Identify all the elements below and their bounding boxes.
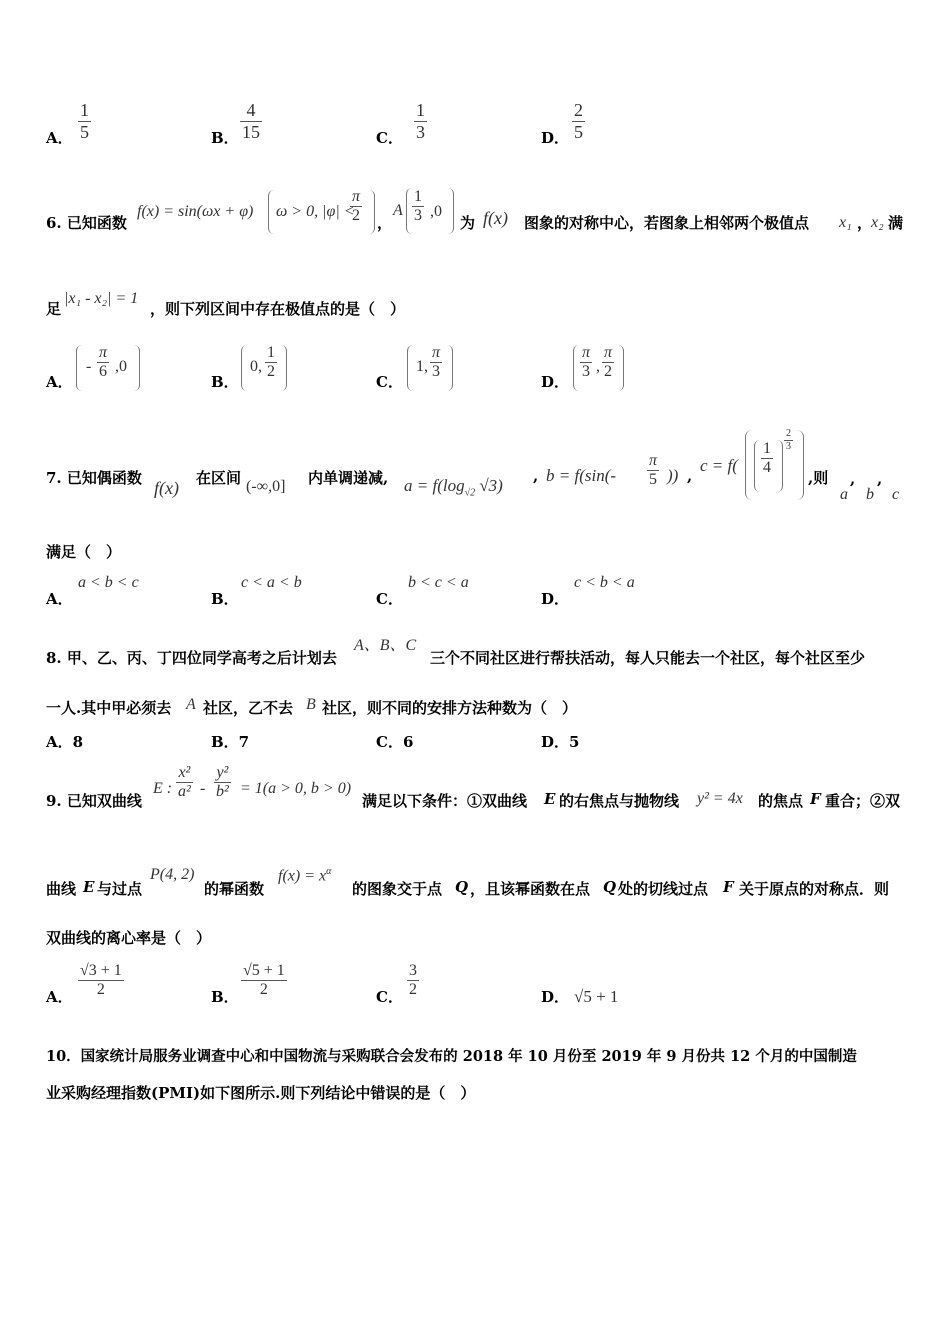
q6-comma2: ， [857,214,873,232]
q6-line2-start: 足 [46,300,62,318]
q9-option-b-frac: √5 + 1 2 [243,962,285,999]
q7-quarter: 1 4 [763,440,771,477]
q9-x2-over-a2: x² a² [178,764,191,801]
q9-l2f: 处的切线过点 [618,880,709,898]
q10-line2: 业采购经理指数(PMI)如下图所示.则下列结论中错误的是（ ） [46,1084,476,1102]
q7-var-b: b [866,486,874,503]
q9-parabola: y² = 4x [697,790,743,807]
q7-comma1: , [533,467,539,485]
q7-option-a: a < b < c [78,574,139,591]
q8-prefix: 8. 甲、乙、丙、丁四位同学高考之后计划去 [46,649,337,667]
q7-option-d-label: D． [541,590,570,608]
q7-c-rparen [797,430,804,500]
q7-option-a-label: A． [46,590,73,608]
q8-line2c: 社区，则不同的安排方法种数为（ ） [322,699,578,717]
q6-opt-a-rparen [134,345,140,391]
q6-option-a-minus: - [86,358,92,375]
q6-option-b-left: 0, [250,358,262,375]
q9-l2g: 关于原点的对称点．则 [739,880,890,898]
q9-f2: F [723,878,734,896]
q6-condition: ω > 0, |φ| < [276,203,355,220]
q9-option-c-label: C． [376,988,403,1006]
q9-eq: = 1(a > 0, b > 0) [240,780,352,797]
q9-l2-e: E [83,878,95,896]
q9-option-d: √5 + 1 [574,987,619,1006]
q7-a-expr: $a = f(\log_{√2}$ √3) [404,476,503,499]
q6-prefix: 6. 已知函数 [46,214,127,232]
q9-l2a: 曲线 [46,880,77,898]
q8-t1: 三个不同社区进行帮扶活动，每人只能去一个社区，每个社区至少 [430,649,866,667]
q5-option-a-fraction: 1 5 [80,100,89,142]
q7-comma2: , [687,467,693,485]
q8-abc: A、B、C [354,637,417,654]
q7-c-expr: c = f( [700,456,738,475]
q6-opt-c-rparen [447,345,453,391]
q6-one-third: 1 3 [414,188,422,225]
q9-q: Q [455,878,469,896]
q8-option-d: D．5 [541,733,580,751]
q10-line1: 10．国家统计局服务业调查中心和中国物流与采购联合会发布的 2018 年 10 月份至 2019 年 9 月份共 12 个月的中国制造 [46,1048,857,1065]
q8-community-a: A [186,696,196,713]
q9-t2: 的右焦点与抛物线 [559,792,680,810]
q9-minus: - [200,780,206,797]
q9-t3: 的焦点 [758,792,804,810]
q6-option-d-frac2: π 2 [604,344,613,381]
q7-interval: (-∞,0] [246,478,286,495]
q5-option-d-label: D． [541,129,570,147]
q5-option-b-label: B． [211,129,239,147]
q7-prefix: 7. 已知偶函数 [46,469,142,487]
q6-option-d-comma: , [596,358,600,375]
q7-fx: f(x) [154,478,179,498]
q7-var-c: c [892,486,900,503]
q6-cond-left-paren [268,190,274,234]
q6-text2: 图象的对称中心，若图象上相邻两个极值点 [524,214,810,232]
q9-prefix: 9. 已知双曲线 [46,792,142,810]
q9-y2-over-b2: y² b² [216,764,229,801]
q6-option-d-label: D． [541,373,570,391]
q9-point-p: P(4, 2) [150,866,195,883]
q6-opt-b-rparen [281,345,287,391]
q7-pi-over-5: π 5 [649,452,658,489]
q6-x1: x₁ [839,214,852,231]
q9-t1: 满足以下条件：①双曲线 [362,792,528,810]
q6-opt-d-rparen [618,345,624,391]
q7-b-end: )) [667,466,679,485]
q7-option-c: b < c < a [408,574,469,591]
q6-opt-d-lparen [573,345,579,391]
q6-point-a: A [393,202,403,219]
q6-option-a-frac: π 6 [99,344,108,381]
q8-line2b: 社区，乙不去 [203,699,294,717]
q5-option-b-fraction: 4 15 [242,100,260,142]
q7-quarter-lparen [754,440,760,492]
q7-t1: 在区间 [196,469,242,487]
q6-option-a-right: ,0 [115,358,127,375]
q7-t2: 内单调递减, [308,469,389,487]
q6-opt-a-lparen [76,345,82,391]
q9-e-colon: E : [153,780,173,797]
q6-pi-over-2: π 2 [352,188,361,225]
q6-fx: f(x) [483,208,508,228]
q8-option-c: C．6 [376,733,414,751]
q6-option-b-frac: 1 2 [267,344,275,381]
q7-var-a: a [840,486,848,503]
q6-option-a-label: A． [46,373,73,391]
q7-option-b-label: B． [211,590,239,608]
q7-option-b: c < a < b [241,574,302,591]
q9-f: F [810,790,821,808]
q7-option-c-label: C． [376,590,403,608]
q7-t3: ,则 [808,469,829,487]
q5-option-d-fraction: 2 5 [574,100,583,142]
q6-line2-rest: ，则下列区间中存在极值点的是（ ） [150,300,406,318]
q6-option-d-frac1: π 3 [582,344,591,381]
q7-quarter-rparen [777,440,783,492]
q6-point-a-y: ,0 [430,203,442,220]
q7-comma3: , [850,470,856,488]
q7-comma4: , [877,470,883,488]
q9-power-func: $f(x) = x^\alpha$ [278,866,332,885]
q5-option-c-fraction: 1 3 [416,100,425,142]
q8-line2a: 一人.其中甲必须去 [46,699,172,717]
q6-abs-expr: |x₁ - x₂| = 1 [64,290,139,307]
q6-opt-b-lparen [241,345,247,391]
q9-l2e: ，且该幂函数在点 [470,880,591,898]
q9-option-a-label: A． [46,988,73,1006]
q8-option-b: B．7 [211,733,250,751]
q9-t4: 重合；②双 [825,792,901,810]
q9-l2c: 的幂函数 [204,880,265,898]
q6-end1: 满 [888,214,904,232]
q6-function: f(x) = sin(ωx + φ) [137,203,254,220]
q9-option-a-frac: √3 + 1 2 [80,962,122,999]
q5-option-a-label: A． [46,129,73,147]
q7-b-expr: b = f(sin(- [546,466,617,485]
q9-l2b: 与过点 [97,880,143,898]
q8-option-a: A．8 [46,733,84,751]
q7-exponent: 2 3 [786,428,791,452]
q7-c-lparen [745,430,752,500]
q6-cond-right-paren [369,190,375,234]
q6-option-c-label: C． [376,373,403,391]
q6-option-c-left: 1, [416,358,428,375]
q6-opt-c-lparen [407,345,413,391]
q5-option-c-label: C． [376,129,403,147]
q9-line3: 双曲线的离心率是（ ） [46,929,212,947]
q6-option-b-label: B． [211,373,239,391]
q9-e-bold: E [544,790,556,808]
q7-option-d: c < b < a [574,574,635,591]
q6-mid: 为 [460,214,476,232]
q7-line2: 满足（ ） [46,543,122,561]
q6-pointa-right-paren [448,188,454,234]
q6-x2: x₂ [871,214,884,231]
q6-comma: ， [377,214,393,232]
q9-option-d-label: D． [541,988,570,1006]
q8-community-b: B [306,696,316,713]
q9-q2: Q [603,878,617,896]
q6-option-c-frac: π 3 [432,344,441,381]
q9-option-c-frac: 3 2 [409,962,417,999]
q9-option-b-label: B． [211,988,239,1006]
q9-l2d: 的图象交于点 [352,880,443,898]
